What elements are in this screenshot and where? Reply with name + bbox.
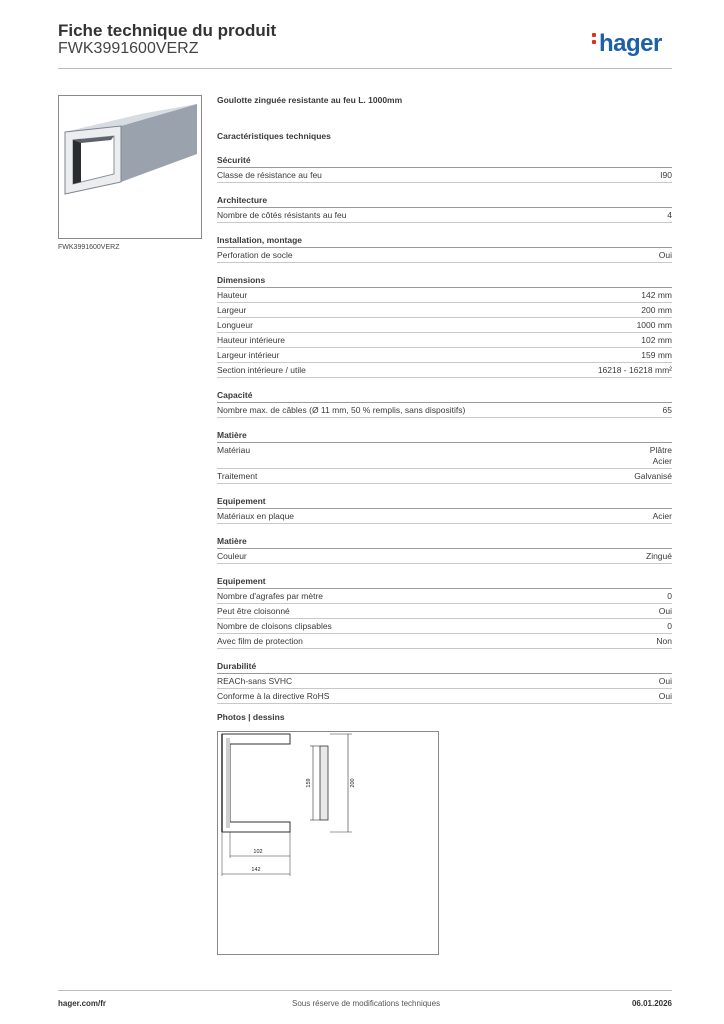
hager-logo xyxy=(592,30,662,58)
product-description: Goulotte zinguée resistante au feu L. 1000mm xyxy=(217,95,403,105)
spec-sections xyxy=(217,154,672,704)
spec-row xyxy=(217,333,672,348)
spec-label: Nombre de côtés résistants au feu xyxy=(217,210,347,220)
spec-section xyxy=(217,535,672,564)
spec-value: Galvanisé xyxy=(634,471,672,481)
spec-label: Largeur intérieur xyxy=(217,350,280,360)
spec-section xyxy=(217,495,672,524)
section-title: Architecture xyxy=(217,194,672,208)
spec-label: Hauteur xyxy=(217,290,248,300)
spec-row xyxy=(217,363,672,378)
footer-date: 06.01.2026 xyxy=(631,999,672,1008)
spec-value: Plâtre Acier xyxy=(649,445,672,466)
spec-value: 4 xyxy=(667,210,672,220)
spec-row xyxy=(217,509,672,524)
spec-row xyxy=(217,318,672,333)
spec-row xyxy=(217,248,672,263)
technical-drawing xyxy=(217,731,439,955)
spec-label: REACh-sans SVHC xyxy=(217,676,293,686)
spec-row xyxy=(217,604,672,619)
spec-row xyxy=(217,549,672,564)
spec-value: 0 xyxy=(667,591,672,601)
section-title: Installation, montage xyxy=(217,234,672,248)
spec-section xyxy=(217,389,672,418)
spec-value: I90 xyxy=(660,170,672,180)
spec-label: Hauteur intérieure xyxy=(217,335,286,345)
dim-102-label: 102 xyxy=(253,849,263,855)
spec-value: Oui xyxy=(658,250,672,260)
spec-value: Oui xyxy=(658,676,672,686)
spec-row xyxy=(217,619,672,634)
spec-label: Section intérieure / utile xyxy=(217,365,306,375)
spec-value: Oui xyxy=(658,606,672,616)
photos-heading: Photos | dessins xyxy=(217,712,285,722)
spec-row xyxy=(217,634,672,649)
section-title: Matière xyxy=(217,535,672,549)
product-reference: FWK3991600VERZ xyxy=(58,40,199,57)
product-image-caption: FWK3991600VERZ xyxy=(58,244,120,251)
spec-value: 102 mm xyxy=(641,335,672,345)
spec-row xyxy=(217,469,672,484)
page-title: Fiche technique du produit xyxy=(58,21,277,40)
spec-value: 200 mm xyxy=(641,305,672,315)
spec-row xyxy=(217,589,672,604)
spec-row xyxy=(217,168,672,183)
spec-label: Avec film de protection xyxy=(217,636,303,646)
spec-label: Nombre de cloisons clipsables xyxy=(217,621,332,631)
spec-value: Non xyxy=(656,636,672,646)
characteristics-heading: Caractéristiques techniques xyxy=(217,131,331,141)
footer-divider xyxy=(58,990,672,991)
spec-label: Couleur xyxy=(217,551,247,561)
dim-142-label: 142 xyxy=(251,867,261,873)
spec-row xyxy=(217,443,672,469)
spec-label: Classe de résistance au feu xyxy=(217,170,322,180)
spec-label: Traitement xyxy=(217,471,258,481)
section-title: Equipement xyxy=(217,495,672,509)
spec-value: 16218 - 16218 mm² xyxy=(597,365,672,375)
header-divider xyxy=(58,68,672,69)
section-title: Durabilité xyxy=(217,660,672,674)
spec-label: Nombre d'agrafes par mètre xyxy=(217,591,324,601)
dim-159-label: 159 xyxy=(306,778,312,788)
spec-label: Perforation de socle xyxy=(217,250,293,260)
spec-value: 0 xyxy=(667,621,672,631)
spec-section xyxy=(217,660,672,704)
spec-label: Nombre max. de câbles (Ø 11 mm, 50 % remplis, sans dispositifs) xyxy=(217,405,466,415)
spec-value: 159 mm xyxy=(641,350,672,360)
spec-value: 65 xyxy=(662,405,672,415)
spec-value: Zingué xyxy=(646,551,672,561)
characteristics-panel xyxy=(217,93,672,704)
spec-section xyxy=(217,575,672,649)
logo-text: hager xyxy=(599,30,662,57)
spec-row xyxy=(217,689,672,704)
spec-section xyxy=(217,194,672,223)
spec-section xyxy=(217,274,672,378)
section-title: Sécurité xyxy=(217,154,672,168)
spec-value: Acier xyxy=(652,511,672,521)
spec-section xyxy=(217,234,672,263)
spec-label: Largeur xyxy=(217,305,247,315)
logo-dots-icon xyxy=(592,33,597,47)
section-title: Dimensions xyxy=(217,274,672,288)
spec-value: 142 mm xyxy=(641,290,672,300)
spec-row xyxy=(217,288,672,303)
spec-value: Oui xyxy=(658,691,672,701)
spec-label: Peut être cloisonné xyxy=(217,606,290,616)
spec-row xyxy=(217,208,672,223)
section-title: Matière xyxy=(217,429,672,443)
spec-row xyxy=(217,303,672,318)
spec-section xyxy=(217,154,672,183)
spec-label: Matériau xyxy=(217,445,251,455)
section-title: Capacité xyxy=(217,389,672,403)
footer-disclaimer: Sous réserve de modifications techniques xyxy=(292,999,441,1008)
spec-label: Matériaux en plaque xyxy=(217,511,295,521)
spec-row xyxy=(217,348,672,363)
spec-label: Longueur xyxy=(217,320,253,330)
spec-row xyxy=(217,403,672,418)
product-image xyxy=(58,95,202,239)
dim-200-label: 200 xyxy=(350,778,356,788)
footer-website-link[interactable]: hager.com/fr xyxy=(58,999,107,1008)
section-title: Equipement xyxy=(217,575,672,589)
spec-value: 1000 mm xyxy=(636,320,672,330)
spec-label: Conforme à la directive RoHS xyxy=(217,691,330,701)
spec-section xyxy=(217,429,672,484)
spec-row xyxy=(217,674,672,689)
